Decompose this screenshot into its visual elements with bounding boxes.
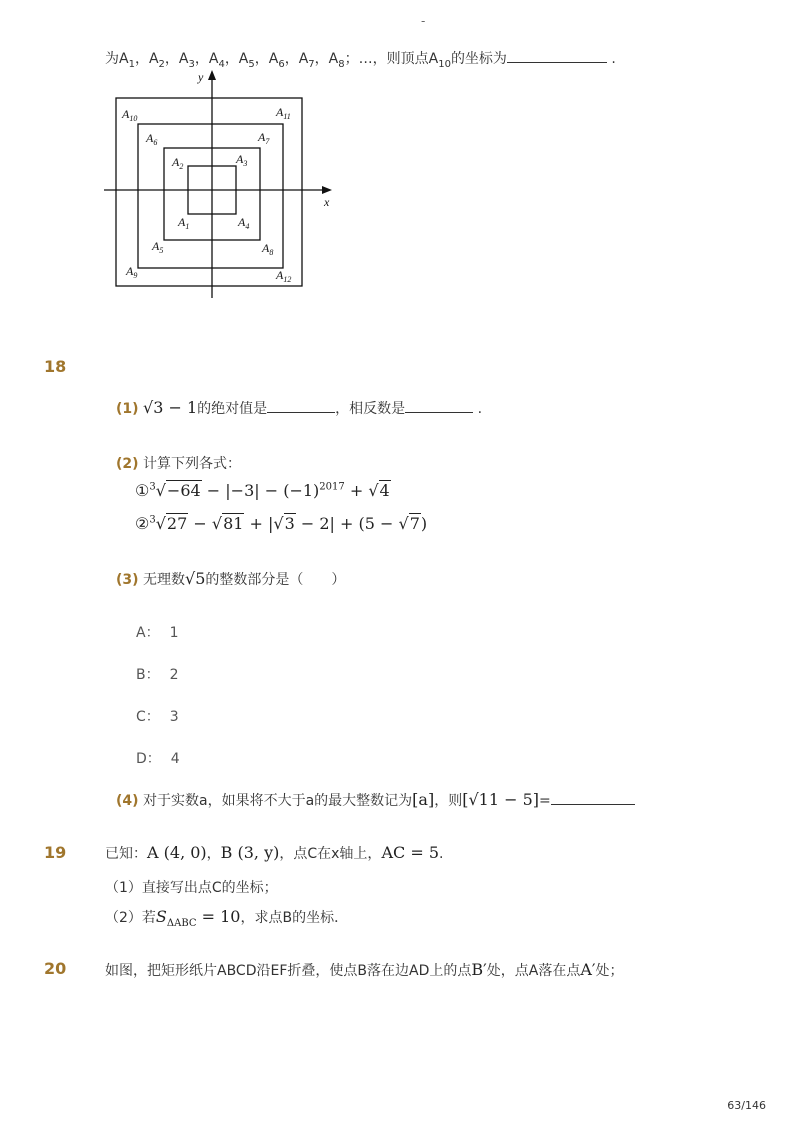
- q20-b-prime: B′: [471, 960, 487, 979]
- option-a-key: A：: [136, 625, 160, 641]
- q19-sep: ，: [206, 846, 221, 862]
- q20-a-prime: A′: [580, 960, 596, 979]
- q18-p1-text-a: 的绝对值是: [197, 401, 268, 417]
- label-a8: $A_8$: [262, 241, 274, 257]
- q18-p4-text-c: =: [539, 793, 551, 809]
- q18-p3-text-a: 无理数: [143, 572, 185, 588]
- q18-p2-tag: (2): [116, 456, 139, 472]
- axis-label-x: x: [324, 195, 330, 209]
- option-d-key: D：: [136, 751, 161, 767]
- q19-area: [155, 907, 241, 930]
- option-b-key: B：: [136, 667, 160, 683]
- label-a3: $A_3$: [236, 152, 248, 168]
- q18-p4-text-b: ，则: [434, 793, 463, 809]
- q18-p4-text-a: 对于实数a，如果将不大于a的最大整数记为: [143, 793, 413, 809]
- option-c-value: 3: [169, 709, 179, 725]
- q18-p2-text: 计算下列各式：: [143, 456, 241, 472]
- q18-p1-math: √3 − 1: [143, 398, 198, 417]
- question-number-20: 20: [44, 959, 67, 978]
- expr-2-mark: ②: [135, 514, 150, 533]
- q18-p1-end: .: [477, 401, 483, 417]
- q18-p1-tag: (1): [116, 401, 139, 417]
- q18-expr-2: ②$^3$√27 − √81 + |√3 − 2| + (5 − √7): [135, 514, 428, 533]
- q19-ac: AC = 5: [381, 843, 439, 862]
- q18-p4-math-a: [a]: [412, 790, 435, 809]
- q20-line: [105, 960, 624, 980]
- q20-text-a: 如图，把矩形纸片ABCD沿EF折叠，使点B落在边AD上的点: [105, 963, 472, 979]
- label-a10: $A_{10}$: [122, 107, 138, 123]
- label-a7: $A_7$: [258, 130, 270, 146]
- q19-point-b: B (3, y): [220, 843, 280, 862]
- q17-prefix: 为A: [105, 51, 129, 67]
- q17-end: 的坐标为: [450, 51, 507, 67]
- q18-p1-text-b: ，相反数是: [335, 401, 406, 417]
- label-a11: $A_{11}$: [276, 105, 291, 121]
- q19-point-a: A (4, 0): [147, 843, 207, 862]
- q19-text-c: ，点C在x轴上，: [279, 846, 382, 862]
- option-b[interactable]: [136, 664, 179, 684]
- question-number-18: 18: [44, 357, 67, 376]
- q18-p1-blank-2[interactable]: [405, 398, 473, 413]
- q17-line: 为$A_1$，$A_2$，$A_3$，$A_4$，$A_5$，$A_6$，$A_7$，$A_8$；…，则顶点$A_{10}$的坐标为 .: [105, 48, 616, 70]
- expr-1-mark: ①: [135, 481, 150, 500]
- option-a-value: 1: [169, 625, 179, 641]
- x-axis-arrow-icon: [322, 186, 332, 194]
- label-a12: $A_{12}$: [276, 268, 292, 284]
- label-a5: $A_5$: [152, 239, 164, 255]
- q19-line-2: （1）直接写出点C的坐标；: [105, 880, 278, 896]
- q18-part2: [116, 453, 241, 473]
- q18-part3: [116, 569, 345, 589]
- option-c-key: C：: [136, 709, 160, 725]
- q19-if: （2）若: [105, 910, 156, 926]
- q18-part4: [116, 790, 635, 810]
- q17-rest: ，则顶点A: [372, 51, 439, 67]
- square-4: [116, 98, 302, 286]
- q18-p3-tag: (3): [116, 572, 139, 588]
- q18-p4-math-b: [√11 − 5]: [462, 790, 539, 809]
- label-a6: $A_6$: [146, 131, 158, 147]
- option-d[interactable]: [136, 748, 180, 768]
- q18-p3-text-b: 的整数部分是（ ）: [205, 572, 346, 588]
- q19-area-sub: ΔABC: [166, 918, 197, 930]
- q17-answer-blank[interactable]: [507, 48, 607, 63]
- y-axis-arrow-icon: [208, 70, 216, 80]
- q18-expr-1: ①$^3$√−64 − $|-3| - (-1)^{2017} + √4$: [135, 481, 390, 500]
- q18-p1-blank-1[interactable]: [267, 398, 335, 413]
- q19-text-known: 已知：: [105, 846, 147, 862]
- label-a1: $A_1$: [178, 215, 190, 231]
- page-number: 63/146: [727, 1099, 766, 1112]
- q19-period: .: [439, 846, 444, 862]
- q18-p4-blank[interactable]: [551, 790, 635, 805]
- q20-text-c: 处；: [595, 963, 624, 979]
- q19-line-3: [105, 907, 348, 929]
- header-dash: -: [421, 14, 426, 28]
- label-a4: $A_4$: [238, 215, 250, 231]
- q19-line-1: [105, 843, 443, 863]
- q19-area-val: = 10: [196, 907, 241, 926]
- label-a9: $A_9$: [126, 264, 138, 280]
- option-a[interactable]: [136, 622, 179, 642]
- q18-part1: [116, 398, 482, 418]
- q20-text-b: 处，点A落在点: [486, 963, 581, 979]
- option-c[interactable]: [136, 706, 179, 726]
- q19-area-s: S: [155, 907, 167, 926]
- option-d-value: 4: [170, 751, 180, 767]
- square-spiral-diagram: [100, 66, 340, 306]
- q18-p3-math: √5: [185, 569, 206, 588]
- q19-find-b: ，求点B的坐标．: [240, 910, 349, 926]
- option-b-value: 2: [169, 667, 179, 683]
- q18-p4-tag: (4): [116, 793, 139, 809]
- label-a2: $A_2$: [172, 155, 184, 171]
- axis-label-y: y: [198, 70, 204, 84]
- question-number-19: 19: [44, 843, 67, 862]
- q17-period: .: [611, 51, 616, 67]
